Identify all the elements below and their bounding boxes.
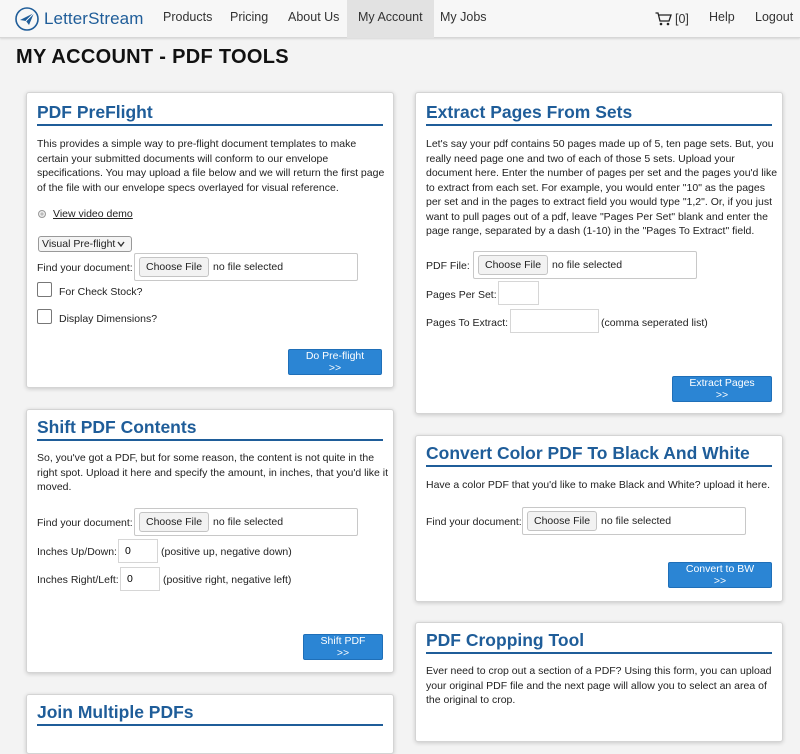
nav-pricing[interactable]: Pricing	[230, 10, 269, 24]
bw-file-input[interactable]	[522, 507, 746, 535]
shift-description: So, you've got a PDF, but for some reason, the content is not quite in the right spot. Upload it here and specify the amount, in inches, that you'd like it moved.	[37, 452, 389, 493]
chevron-down-icon	[117, 240, 125, 248]
cart-link[interactable]	[644, 0, 700, 38]
choose-file-button[interactable]: Choose File	[139, 257, 209, 277]
logo[interactable]	[14, 4, 143, 34]
view-video-demo-link[interactable]: View video demo	[53, 208, 133, 220]
preflight-title: PDF PreFlight	[37, 105, 383, 126]
file-status: no file selected	[552, 258, 623, 271]
extract-pages-button[interactable]: Extract Pages >>	[672, 376, 772, 402]
nav-my-account[interactable]: My Account	[347, 0, 434, 38]
nav-about-us[interactable]: About Us	[288, 10, 340, 24]
choose-file-button[interactable]: Choose File	[478, 255, 548, 275]
choose-file-button[interactable]: Choose File	[139, 512, 209, 532]
cart-icon	[655, 12, 672, 26]
page-title: MY ACCOUNT - PDF TOOLS	[16, 46, 289, 68]
extract-title: Extract Pages From Sets	[426, 105, 772, 126]
shift-panel	[26, 409, 394, 673]
cart-count: [0]	[675, 12, 689, 26]
pages-to-extract-hint: (comma seperated list)	[601, 317, 708, 329]
display-dimensions-label: Display Dimensions?	[59, 313, 158, 325]
logo-icon	[14, 6, 40, 32]
shift-title: Shift PDF Contents	[37, 420, 383, 441]
bullet-icon	[38, 210, 46, 218]
find-document-label: Find your document:	[37, 517, 133, 529]
pages-to-extract-input[interactable]	[510, 309, 599, 333]
convert-to-bw-button[interactable]: Convert to BW >>	[668, 562, 772, 588]
nav-my-jobs[interactable]: My Jobs	[440, 10, 487, 24]
pages-to-extract-label: Pages To Extract:	[426, 317, 509, 329]
file-status: no file selected	[213, 515, 284, 528]
preflight-file-input[interactable]	[134, 253, 358, 281]
nav-help[interactable]: Help	[709, 10, 735, 24]
bw-panel	[415, 435, 783, 602]
inches-updown-label: Inches Up/Down:	[37, 546, 117, 558]
top-nav	[0, 0, 800, 38]
display-dimensions-checkbox[interactable]	[37, 309, 52, 324]
preflight-type-select[interactable]	[38, 236, 132, 252]
crop-panel	[415, 622, 783, 742]
pages-per-set-label: Pages Per Set:	[426, 289, 497, 301]
preflight-panel	[26, 92, 394, 388]
crop-description: Ever need to crop out a section of a PDF? Using this form, you can upload your original PDF file and the next page will allow you to select an area of the original to crop.	[426, 665, 772, 706]
logo-text: LetterStream	[44, 9, 144, 28]
nav-products[interactable]: Products	[163, 10, 213, 24]
shift-pdf-button[interactable]: Shift PDF >>	[303, 634, 383, 660]
inches-updown-input[interactable]	[118, 539, 158, 563]
check-stock-label: For Check Stock?	[59, 286, 143, 298]
check-stock-checkbox[interactable]	[37, 282, 52, 297]
find-document-label: Find your document:	[37, 262, 133, 274]
join-panel	[26, 694, 394, 754]
extract-description: Let's say your pdf contains 50 pages made up of 5, ten page sets. But, you really need page one and two of each of those 5 sets. Upload your document here. Enter the number of pages per set and the pages you'd like to extract from each set. For example, you would enter "10" as the pages per set and in the pages to extract field you would type "1,2". Or, if you just want to pull pages out of a pdf, leave "Pages Per Set" blank and enter the page range, separated by a dash (1-10) in the "Pages To Extract" field.	[426, 138, 778, 237]
preflight-type-value: Visual Pre-flight	[42, 238, 116, 250]
extract-file-input[interactable]	[473, 251, 697, 279]
do-preflight-button[interactable]: Do Pre-flight >>	[288, 349, 382, 375]
preflight-description: This provides a simple way to pre-flight document templates to make certain your submitted documents will conform to our envelope specifications. You may upload a file below and we will return the first page of the file with our envelope specs overlayed for visual reference.	[37, 138, 385, 194]
pages-per-set-input[interactable]	[498, 281, 539, 305]
inches-rightleft-label: Inches Right/Left:	[37, 574, 119, 586]
find-document-label: Find your document:	[426, 516, 522, 528]
inches-rightleft-hint: (positive right, negative left)	[163, 574, 292, 586]
bw-title: Convert Color PDF To Black And White	[426, 446, 772, 467]
pdf-file-label: PDF File:	[426, 260, 470, 272]
inches-updown-hint: (positive up, negative down)	[161, 546, 292, 558]
nav-logout[interactable]: Logout	[755, 10, 794, 24]
file-status: no file selected	[601, 514, 672, 527]
join-title: Join Multiple PDFs	[37, 705, 383, 726]
file-status: no file selected	[213, 260, 284, 273]
crop-title: PDF Cropping Tool	[426, 633, 772, 654]
extract-panel	[415, 92, 783, 414]
bw-description: Have a color PDF that you'd like to make Black and White? upload it here.	[426, 479, 771, 491]
choose-file-button[interactable]: Choose File	[527, 511, 597, 531]
shift-file-input[interactable]	[134, 508, 358, 536]
inches-rightleft-input[interactable]	[120, 567, 160, 591]
